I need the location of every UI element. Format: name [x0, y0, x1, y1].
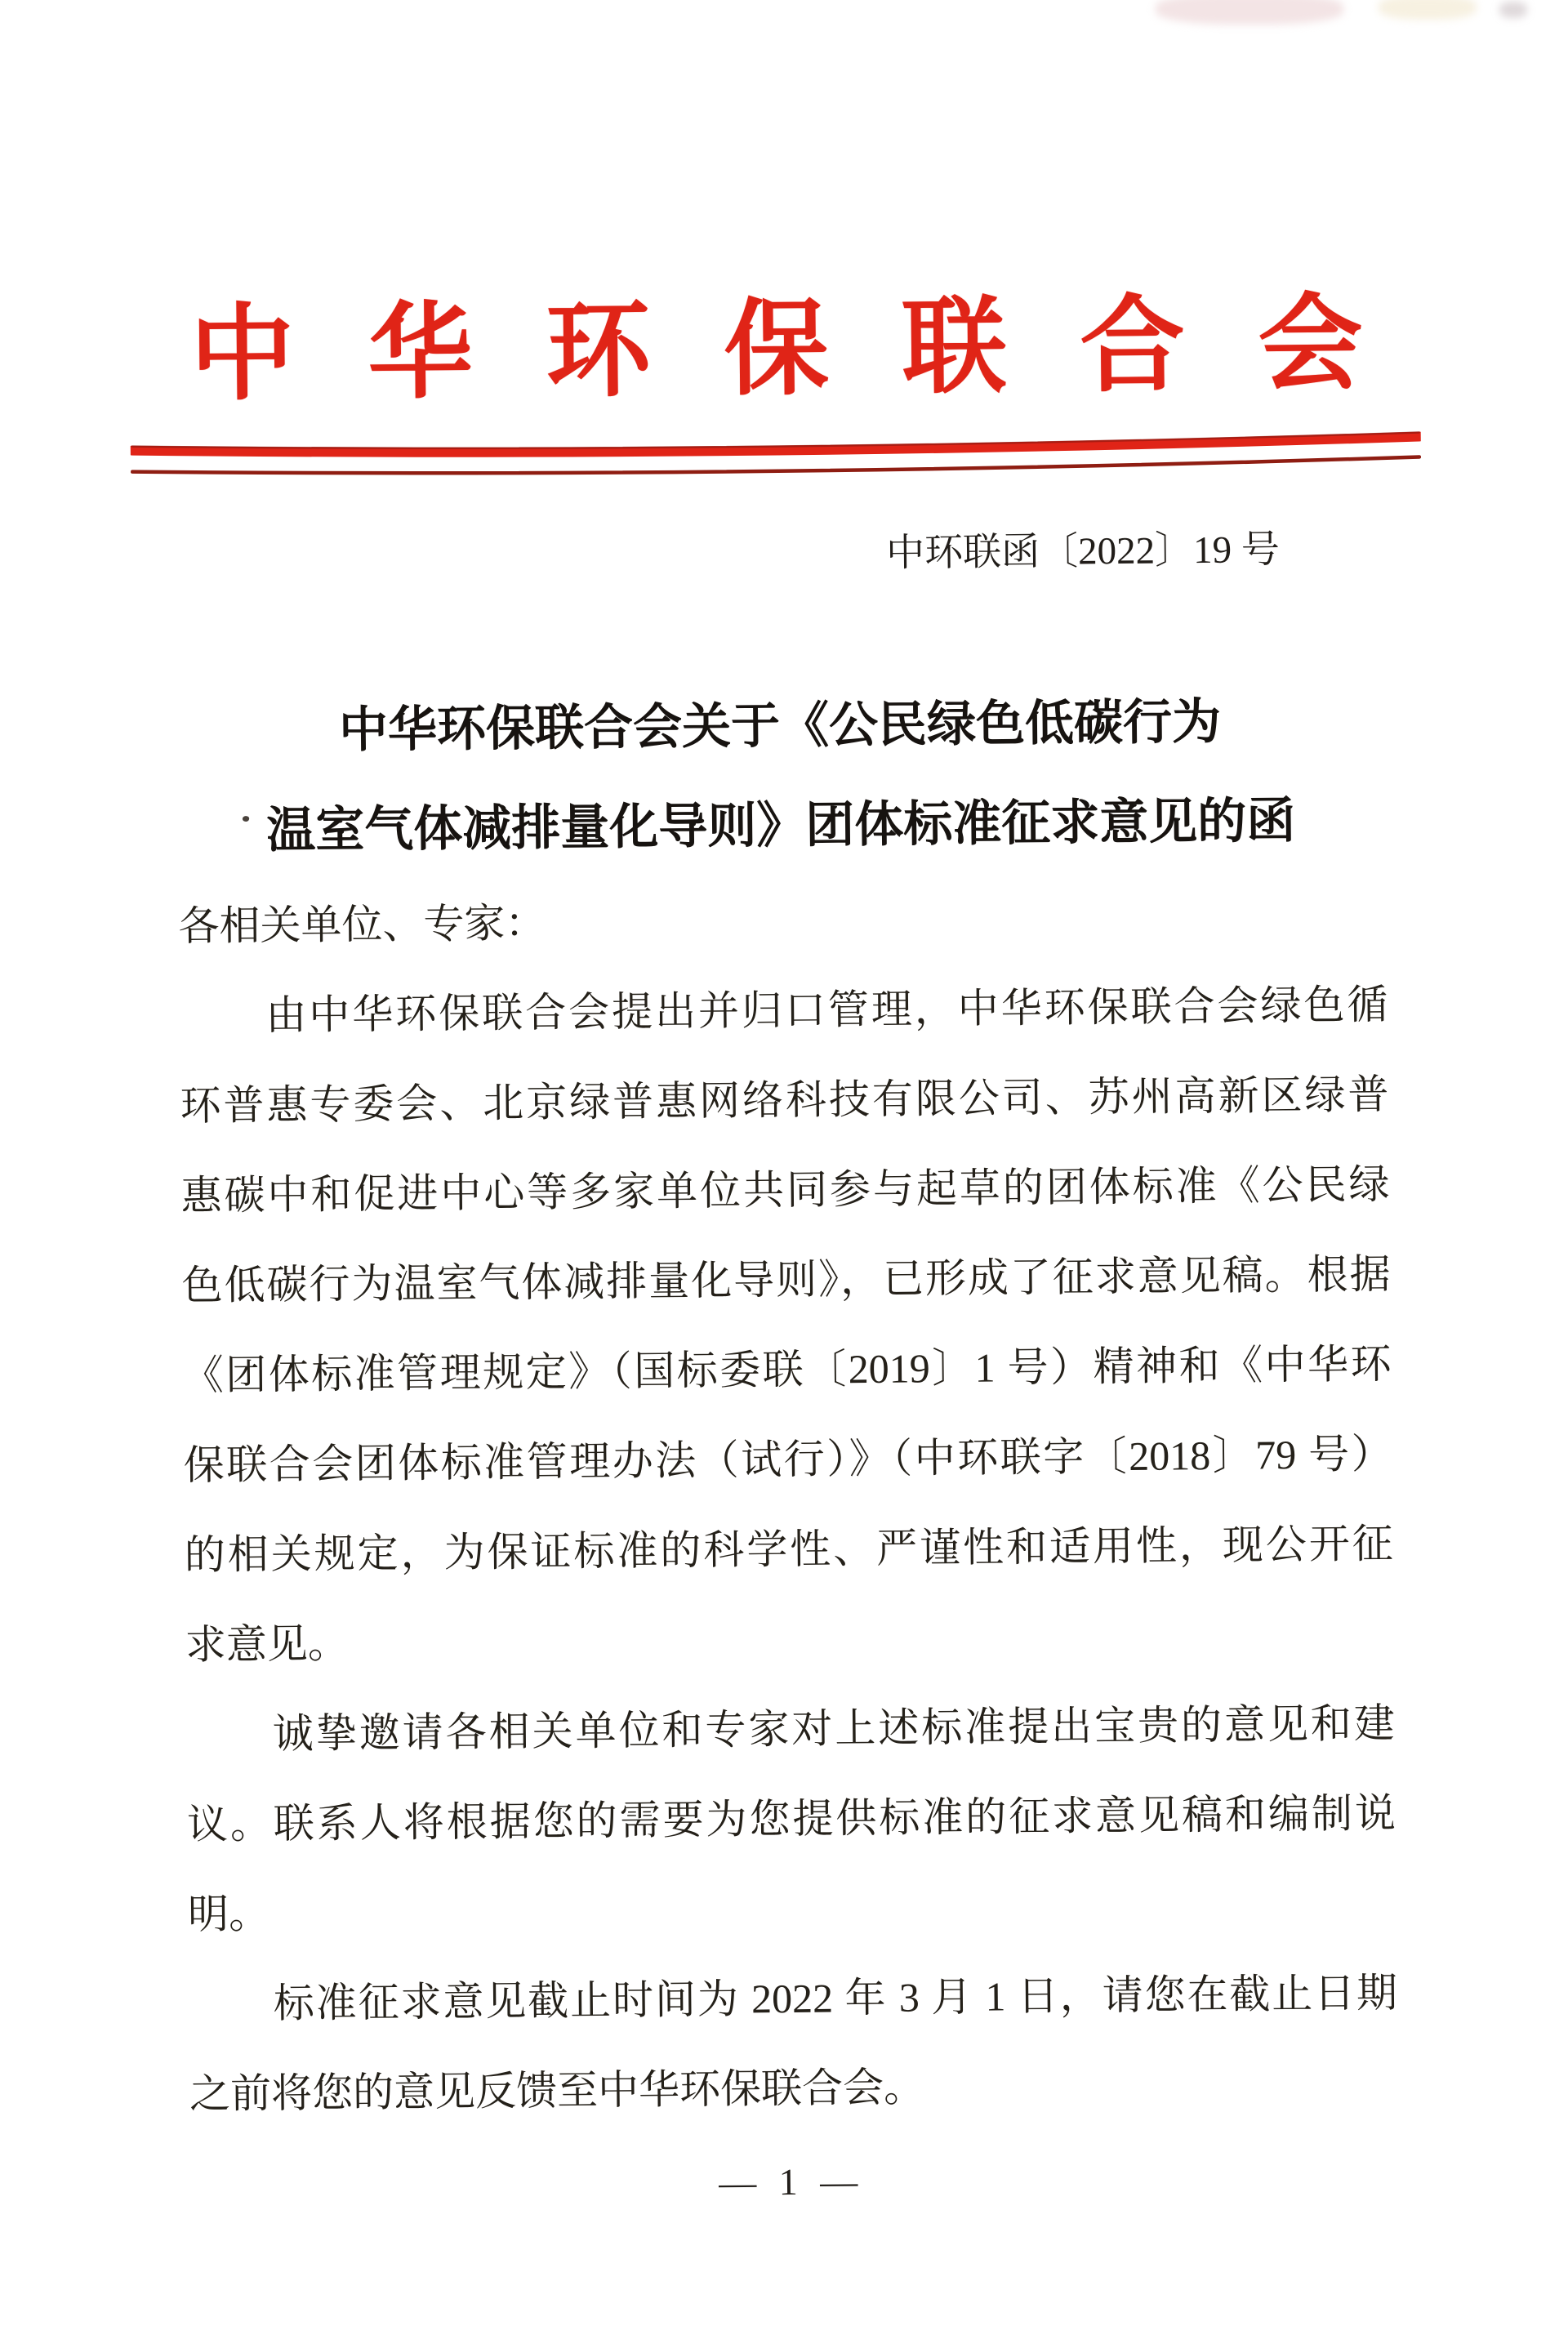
body-line: 诚挚邀请各相关单位和专家对上述标准提出宝贵的意见和建 — [185, 1700, 1396, 1758]
body-line: 议。联系人将根据您的需要为您提供标准的征求意见稿和编制说 — [186, 1789, 1396, 1848]
body-line: 之前将您的意见反馈至中华环保联合会。 — [189, 2064, 925, 2118]
scan-smudge-artifact — [1379, 0, 1477, 20]
body-line: 《团体标准管理规定》（国标委联〔2019〕1 号）精神和《中华环 — [182, 1340, 1392, 1399]
page-number: — 1 — — [718, 2160, 865, 2203]
body-line: 色低碳行为温室气体减排量化导则》，已形成了征求意见稿。根据 — [181, 1250, 1391, 1309]
salutation: 各相关单位、专家： — [178, 899, 546, 950]
body-line: 的相关规定，为保证标准的科学性、严谨性和适用性，现公开征 — [184, 1520, 1394, 1579]
body-lines — [179, 960, 1399, 2139]
scan-smudge-artifact — [1156, 0, 1343, 25]
body-line: 环普惠专委会、北京绿普惠网络科技有限公司、苏州高新区绿普 — [180, 1071, 1389, 1130]
document-title — [0, 669, 1566, 883]
body-line: 保联合会团体标准管理办法（试行）》（中环联字〔2018〕79 号） — [183, 1430, 1392, 1489]
body-line: 明。 — [187, 1891, 270, 1938]
red-double-rule — [131, 426, 1422, 491]
body-line: 由中华环保联合会提出并归口管理，中华环保联合会绿色循 — [179, 981, 1388, 1040]
body-line: 标准征求意见截止时间为 2022 年 3 月 1 日，请您在截止日期 — [188, 1969, 1398, 2028]
document-title-line1: 中华环保联合会关于《公民绿色低碳行为 — [338, 694, 1222, 758]
letter-body — [178, 870, 1399, 2139]
body-line: 求意见。 — [185, 1620, 350, 1669]
scan-smudge-artifact — [1499, 2, 1527, 18]
letterhead-org-name: 中华环保联合会 — [189, 285, 1437, 413]
document-title-line2: 温室气体减排量化导则》团体标准征求意见的函 — [265, 793, 1296, 858]
body-line: 惠碳中和促进中心等多家单位共同参与起草的团体标准《公民绿 — [180, 1161, 1390, 1219]
document-number: 中环联函〔2022〕19 号 — [885, 528, 1281, 575]
